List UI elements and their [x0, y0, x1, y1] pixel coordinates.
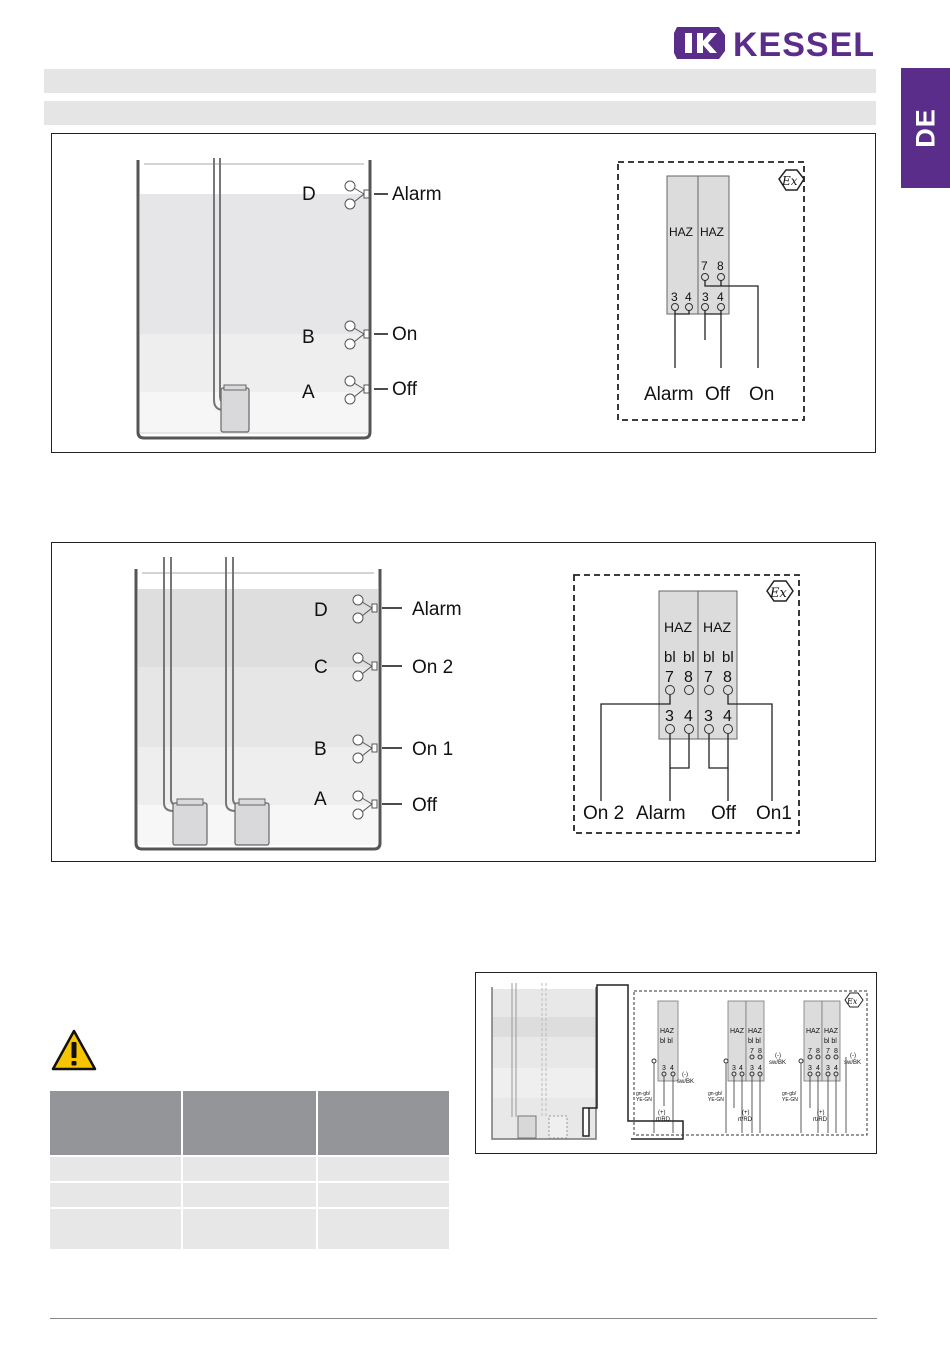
language-tab-label: DE	[910, 108, 940, 148]
svg-text:sw/BK: sw/BK	[769, 1060, 787, 1066]
level-label-alarm: Alarm	[392, 184, 442, 205]
level-label-off: Off	[392, 379, 417, 400]
data-table	[50, 1091, 451, 1251]
svg-text:7: 7	[826, 1048, 830, 1055]
level-letter-c: C	[314, 657, 328, 678]
ex-symbol-icon	[779, 170, 804, 190]
level-label-on: On	[392, 324, 418, 345]
output-label-off: Off	[705, 384, 730, 405]
level-label-off: Off	[412, 795, 437, 816]
svg-text:3: 3	[826, 1065, 830, 1072]
ex-symbol-icon	[845, 993, 863, 1007]
svg-text:8: 8	[816, 1048, 820, 1055]
svg-text:gn-gb/: gn-gb/	[782, 1091, 797, 1097]
svg-text:bl bl: bl bl	[824, 1038, 837, 1045]
svg-text:bl: bl	[722, 649, 734, 666]
svg-text:Ex: Ex	[847, 997, 858, 1006]
svg-text:(-): (-)	[682, 1072, 688, 1078]
svg-text:4: 4	[723, 708, 732, 725]
svg-text:3: 3	[665, 708, 674, 725]
svg-text:8: 8	[684, 669, 693, 686]
svg-text:sw/BK: sw/BK	[844, 1060, 862, 1066]
level-letter-d: D	[302, 184, 316, 205]
svg-text:4: 4	[684, 708, 693, 725]
level-label-on-1: On 1	[412, 739, 454, 760]
svg-text:HAZ: HAZ	[660, 1028, 674, 1035]
language-tab[interactable]	[901, 68, 950, 188]
table-row	[50, 1182, 450, 1208]
svg-text:rt/RD: rt/RD	[813, 1117, 827, 1123]
svg-text:bl: bl	[664, 649, 676, 666]
table-row	[50, 1208, 450, 1250]
svg-text:HAZ: HAZ	[806, 1028, 820, 1035]
svg-text:YE-GN: YE-GN	[782, 1097, 798, 1103]
level-letter-d: D	[314, 600, 328, 621]
svg-text:4: 4	[758, 1065, 762, 1072]
svg-text:sw/BK: sw/BK	[677, 1079, 695, 1085]
section-heading-band	[44, 69, 876, 93]
brand-name: KESSEL	[733, 26, 873, 61]
svg-text:YE-GN: YE-GN	[708, 1097, 724, 1103]
svg-text:3: 3	[732, 1065, 736, 1072]
svg-text:bl bl: bl bl	[660, 1038, 673, 1045]
output-label-on: On	[749, 384, 775, 405]
svg-text:3: 3	[671, 290, 678, 304]
subsection-heading-band	[44, 101, 876, 125]
svg-text:(+): (+)	[742, 1110, 750, 1116]
svg-text:HAZ: HAZ	[748, 1028, 762, 1035]
warning-triangle-icon	[50, 1028, 98, 1072]
table-row	[50, 1156, 450, 1182]
svg-text:4: 4	[816, 1065, 820, 1072]
svg-text:bl: bl	[703, 649, 715, 666]
table-header-row	[50, 1091, 450, 1156]
level-letter-b: B	[314, 739, 327, 760]
svg-text:(-): (-)	[775, 1053, 781, 1059]
level-label-alarm: Alarm	[412, 599, 462, 620]
svg-text:3: 3	[702, 290, 709, 304]
level-letter-a: A	[302, 382, 315, 403]
module-label: HAZ	[700, 225, 724, 239]
svg-text:3: 3	[704, 708, 713, 725]
svg-text:bl: bl	[683, 649, 695, 666]
svg-text:Ex: Ex	[782, 174, 798, 188]
svg-text:4: 4	[739, 1065, 743, 1072]
wiring-box-1	[618, 162, 804, 420]
wiring-box-3	[634, 991, 867, 1135]
svg-text:(+): (+)	[817, 1110, 825, 1116]
svg-text:8: 8	[758, 1048, 762, 1055]
svg-text:8: 8	[723, 669, 732, 686]
module-label: HAZ	[664, 619, 692, 635]
svg-text:3: 3	[662, 1065, 666, 1072]
svg-text:8: 8	[717, 259, 724, 273]
svg-text:(+): (+)	[658, 1110, 666, 1116]
svg-text:bl bl: bl bl	[748, 1038, 761, 1045]
svg-text:(-): (-)	[850, 1053, 856, 1059]
svg-text:HAZ: HAZ	[824, 1028, 838, 1035]
svg-text:7: 7	[704, 669, 713, 686]
svg-text:Ex: Ex	[770, 586, 787, 601]
kessel-logo	[673, 25, 873, 61]
output-label-on-1: On1	[756, 803, 792, 824]
svg-text:3: 3	[750, 1065, 754, 1072]
ex-symbol-icon	[767, 581, 793, 601]
output-label-on-2: On 2	[583, 803, 625, 824]
svg-text:7: 7	[701, 259, 708, 273]
svg-text:4: 4	[685, 290, 692, 304]
svg-text:rt/RD: rt/RD	[656, 1117, 670, 1123]
level-label-on-2: On 2	[412, 657, 454, 678]
svg-text:YE-GN: YE-GN	[636, 1097, 652, 1103]
svg-text:gn-gb/: gn-gb/	[708, 1091, 723, 1097]
output-label-off: Off	[711, 803, 736, 824]
figure-single-pump	[51, 133, 876, 453]
level-letter-b: B	[302, 327, 315, 348]
svg-text:rt/RD: rt/RD	[738, 1117, 752, 1123]
module-label: HAZ	[703, 619, 731, 635]
svg-text:7: 7	[750, 1048, 754, 1055]
output-label-alarm: Alarm	[636, 803, 686, 824]
svg-text:gn-gb/: gn-gb/	[636, 1091, 651, 1097]
output-label-alarm: Alarm	[644, 384, 694, 405]
svg-text:4: 4	[670, 1065, 674, 1072]
tank-diagram	[136, 557, 380, 849]
svg-text:3: 3	[808, 1065, 812, 1072]
figure-double-pump	[51, 542, 876, 862]
wiring-box-2	[574, 575, 799, 833]
svg-text:7: 7	[665, 669, 674, 686]
figure-wiring-overview	[475, 972, 877, 1154]
level-letter-a: A	[314, 789, 327, 810]
tank-diagram	[138, 158, 370, 438]
svg-text:4: 4	[834, 1065, 838, 1072]
svg-text:7: 7	[808, 1048, 812, 1055]
svg-text:4: 4	[717, 290, 724, 304]
svg-text:HAZ: HAZ	[730, 1028, 744, 1035]
module-label: HAZ	[669, 225, 693, 239]
footer-divider	[50, 1318, 877, 1319]
svg-text:8: 8	[834, 1048, 838, 1055]
